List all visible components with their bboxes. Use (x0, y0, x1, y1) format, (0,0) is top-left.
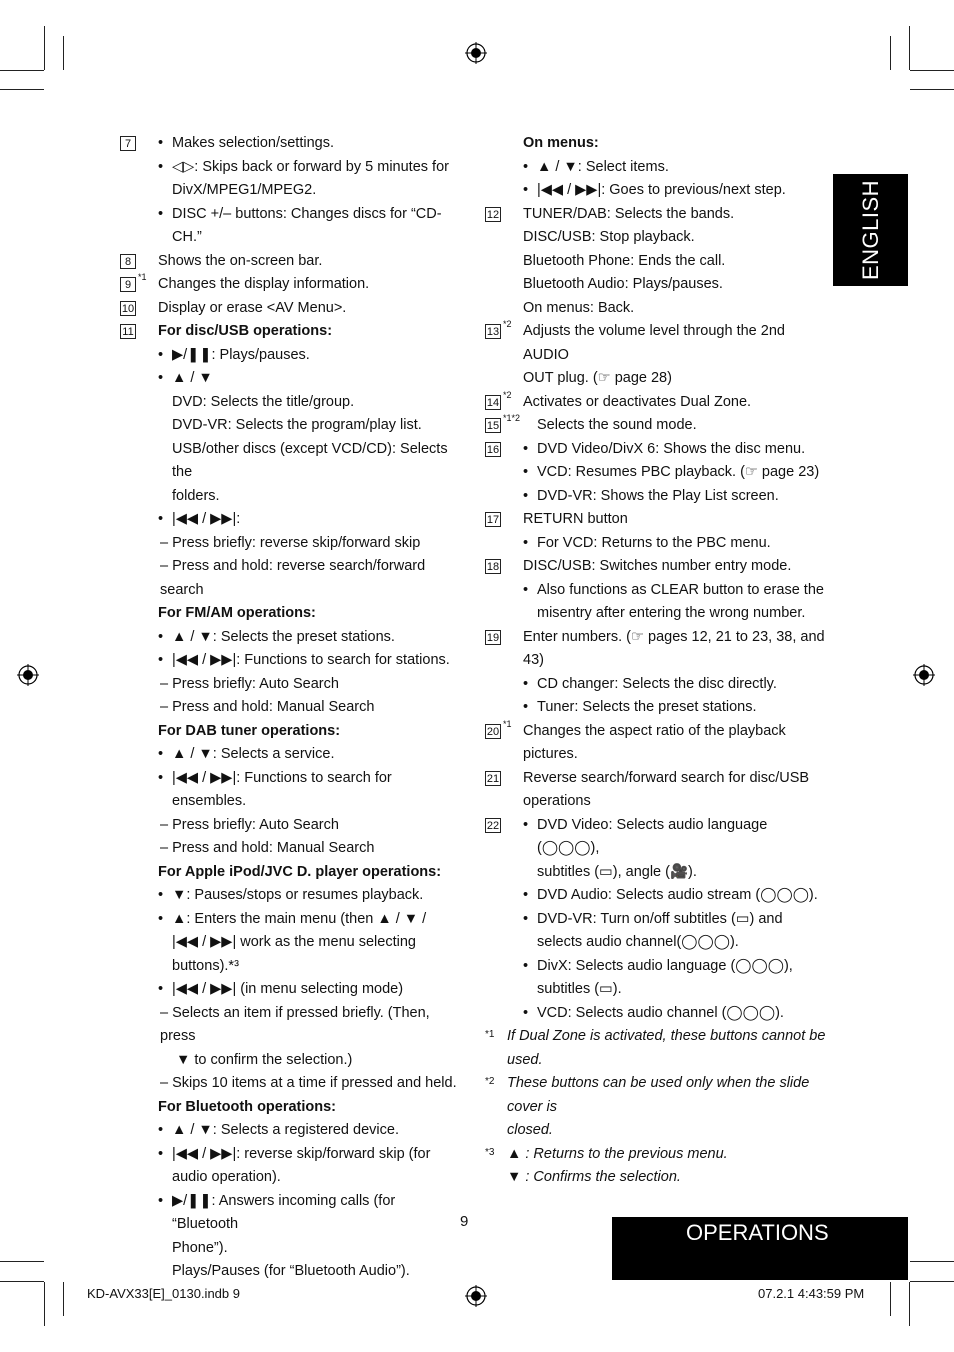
text-line (120, 626, 465, 650)
language-tab-label: ENGLISH (857, 179, 883, 281)
footnote-ref: *1 (138, 272, 147, 282)
line-text: • Makes selection/settings. (172, 132, 465, 156)
text-line (120, 673, 465, 697)
line-text: – Press and hold: reverse search/forward search (160, 558, 426, 598)
line-text: For DAB tuner operations: (158, 722, 341, 739)
text-line (120, 743, 465, 767)
text-line (485, 861, 830, 885)
text-line (485, 1002, 830, 1026)
text-line (485, 250, 830, 274)
line-text: ▼ : Confirms the selection. (507, 1169, 681, 1185)
line-text: • VCD: Resumes PBC playback. (☞ page 23) (537, 461, 830, 485)
item-number: 22 (486, 819, 500, 832)
crop-mark (910, 1261, 954, 1262)
text-line (120, 767, 465, 791)
line-text: closed. (507, 1122, 553, 1138)
line-text: selects audio channel(◯◯◯). (537, 934, 739, 950)
crop-mark (0, 89, 44, 90)
text-line (120, 555, 465, 602)
line-text: Bluetooth Phone: Ends the call. (523, 252, 726, 269)
text-line (485, 438, 830, 462)
line-text: folders. (172, 487, 220, 504)
text-line (120, 320, 465, 344)
footnote-ref: *2 (503, 389, 512, 400)
text-line (485, 790, 830, 814)
text-line (485, 273, 830, 297)
crop-mark (909, 1282, 910, 1326)
line-text: operations (523, 793, 591, 809)
line-text: • DVD-VR: Shows the Play List screen. (537, 485, 830, 509)
text-line (120, 1119, 465, 1143)
crop-mark (63, 36, 64, 70)
text-line (120, 814, 465, 838)
line-text: – Selects an item if pressed briefly. (Then, press (160, 1004, 430, 1044)
footer-stamp: 07.2.1 4:43:59 PM (758, 1286, 865, 1301)
text-line (120, 1260, 465, 1284)
text-line (120, 508, 465, 532)
line-text: • For VCD: Returns to the PBC menu. (537, 532, 830, 556)
line-text: Enter numbers. (☞ pages 12, 21 to 23, 38, and (523, 628, 825, 645)
text-line (120, 978, 465, 1002)
footnote-line (485, 1119, 830, 1143)
line-text: • DVD Audio: Selects audio stream (◯◯◯). (537, 884, 830, 908)
text-line (120, 908, 465, 932)
footnote-line (485, 1166, 830, 1190)
footnote-ref: *1 (503, 718, 512, 729)
text-line (120, 250, 465, 274)
crop-mark (0, 1281, 44, 1282)
line-text: – Skips 10 items at a time if pressed and held. (160, 1075, 457, 1091)
text-line (120, 1002, 465, 1049)
line-text: • ▲ / ▼: Select items. (537, 156, 830, 180)
registration-mark-icon (465, 42, 487, 64)
language-tab (833, 174, 908, 286)
item-number: 15 (486, 420, 500, 432)
item-number: 8 (120, 254, 136, 269)
line-text: • DISC +/– buttons: Changes discs for “CD-CH.” (172, 203, 465, 250)
text-line (485, 555, 830, 579)
item-number: 19 (486, 631, 500, 644)
text-line (120, 649, 465, 673)
text-line (485, 908, 830, 932)
line-text: Activates or deactivates Dual Zone. (523, 393, 752, 410)
text-line (485, 626, 830, 650)
line-text: • ▲ / ▼ (172, 367, 465, 391)
line-text: DISC/USB: Stop playback. (523, 229, 695, 245)
line-text: ensembles. (172, 793, 247, 809)
line-text: Display or erase <AV Menu>. (158, 299, 347, 316)
line-text: – Press and hold: Manual Search (160, 840, 375, 856)
text-line (120, 391, 465, 415)
item-number: 20 (486, 725, 500, 738)
line-text: On menus: Back. (523, 299, 635, 316)
line-text: Selects the sound mode. (537, 417, 697, 433)
text-line (120, 861, 465, 885)
crop-mark (44, 1282, 45, 1326)
line-text: • DivX: Selects audio language (◯◯◯), (537, 955, 830, 979)
footnote-marker: *2 (485, 1076, 495, 1087)
text-line (120, 884, 465, 908)
text-line (485, 579, 830, 603)
text-line (120, 1166, 465, 1190)
text-line (485, 931, 830, 955)
text-line (120, 179, 465, 203)
section-tab (612, 1217, 908, 1280)
text-line (485, 508, 830, 532)
right-column (485, 132, 830, 1190)
line-text: • Also functions as CLEAR button to erase the (537, 579, 830, 603)
text-line (120, 1143, 465, 1167)
line-text: • |◀◀ / ▶▶|: Goes to previous/next step. (537, 179, 830, 203)
text-line (485, 649, 830, 673)
line-text: On menus: (523, 135, 599, 151)
line-text: subtitles (▭), angle (🎥). (537, 863, 697, 880)
line-text: buttons).*³ (172, 957, 239, 974)
line-text: These buttons can be used only when the slide cover is (507, 1075, 810, 1115)
line-text: |◀◀ / ▶▶| work as the menu selecting (172, 934, 416, 950)
item-number: 21 (486, 772, 500, 785)
text-line (485, 320, 830, 367)
line-text: Shows the on-screen bar. (158, 252, 323, 269)
text-line (120, 132, 465, 156)
footer-file: KD-AVX33[E]_0130.indb 9 (87, 1286, 240, 1301)
text-line (120, 1237, 465, 1261)
text-line (120, 931, 465, 955)
line-text: • |◀◀ / ▶▶|: Functions to search for stations. (172, 649, 465, 673)
text-line (120, 696, 465, 720)
crop-mark (0, 1261, 44, 1262)
line-text: • DVD Video/DivX 6: Shows the disc menu. (537, 438, 830, 462)
footnote-ref: *1*2 (503, 413, 521, 423)
text-line (485, 297, 830, 321)
crop-mark (909, 26, 910, 70)
line-text: Phone”). (172, 1239, 228, 1256)
text-line (120, 273, 465, 297)
text-line (485, 767, 830, 791)
text-line (485, 602, 830, 626)
line-text: Changes the display information. (158, 276, 370, 292)
item-number: 18 (486, 561, 500, 573)
line-text: DivX/MPEG1/MPEG2. (172, 182, 317, 198)
registration-mark-icon (465, 1285, 487, 1307)
line-text: DISC/USB: Switches number entry mode. (523, 558, 792, 574)
line-text: Reverse search/forward search for disc/USB (523, 769, 810, 786)
text-line (120, 485, 465, 509)
line-text: – Press briefly: reverse skip/forward skip (160, 534, 421, 551)
item-number: 13 (486, 326, 500, 338)
line-text: used. (507, 1051, 543, 1068)
line-text: OUT plug. (☞ page 28) (523, 370, 672, 386)
line-text: For disc/USB operations: (158, 323, 333, 339)
line-text: • |◀◀ / ▶▶|: Functions to search for (172, 767, 465, 791)
line-text: Adjusts the volume level through the 2nd AUDIO (523, 323, 785, 363)
text-line (120, 438, 465, 485)
crop-mark (0, 70, 44, 71)
line-text: USB/other discs (except VCD/CD): Selects the (172, 440, 448, 480)
line-text: • |◀◀ / ▶▶|: reverse skip/forward skip (for (172, 1143, 465, 1167)
text-line (485, 461, 830, 485)
line-text: • ▼: Pauses/stops or resumes playback. (172, 884, 465, 908)
item-number: 10 (121, 302, 135, 315)
line-text: • DVD-VR: Turn on/off subtitles (▭) and (537, 908, 830, 932)
text-line (120, 720, 465, 744)
line-text: • ▲: Enters the main menu (then ▲ / ▼ / (172, 908, 465, 932)
text-line (485, 132, 830, 156)
footnote-marker: *3 (485, 1146, 495, 1158)
line-text: DVD-VR: Selects the program/play list. (172, 417, 422, 433)
text-line (485, 696, 830, 720)
line-text: Plays/Pauses (for “Bluetooth Audio”). (172, 1263, 410, 1279)
text-line (485, 814, 830, 861)
registration-mark-icon (17, 664, 39, 686)
line-text: • ▲ / ▼: Selects the preset stations. (172, 626, 465, 650)
footnote-line (485, 1072, 830, 1119)
line-text: • Tuner: Selects the preset stations. (537, 696, 830, 720)
item-number: 12 (486, 208, 500, 221)
text-line (120, 790, 465, 814)
crop-mark (910, 70, 954, 71)
text-line (485, 720, 830, 767)
left-column (120, 132, 465, 1284)
text-line (485, 673, 830, 697)
line-text: subtitles (▭). (537, 981, 622, 997)
crop-mark (910, 1281, 954, 1282)
line-text: For FM/AM operations: (158, 605, 316, 621)
footnote-ref: *2 (503, 319, 512, 329)
footnote-line (485, 1025, 830, 1049)
text-line (120, 602, 465, 626)
text-line (485, 203, 830, 227)
crop-mark (890, 36, 891, 70)
item-number: 14 (486, 396, 500, 409)
text-line (485, 367, 830, 391)
item-number: 16 (486, 443, 500, 456)
footnote-marker: *1 (485, 1029, 495, 1040)
line-text: • DVD Video: Selects audio language (◯◯◯), (537, 814, 830, 861)
text-line (485, 414, 830, 438)
text-line (120, 1049, 465, 1073)
text-line (485, 226, 830, 250)
item-number: 7 (120, 136, 136, 151)
text-line (485, 179, 830, 203)
registration-mark-icon (913, 664, 935, 686)
item-number: 9 (120, 277, 136, 292)
footnote-line (485, 1143, 830, 1167)
text-line (120, 414, 465, 438)
text-line (485, 532, 830, 556)
line-text: 43) (523, 652, 544, 668)
line-text: TUNER/DAB: Selects the bands. (523, 205, 735, 222)
line-text: DVD: Selects the title/group. (172, 393, 355, 410)
footnote-line (485, 1049, 830, 1073)
line-text: • |◀◀ / ▶▶| (in menu selecting mode) (172, 978, 465, 1002)
line-text: – Press briefly: Auto Search (160, 675, 339, 692)
text-line (120, 532, 465, 556)
line-text: • ▲ / ▼: Selects a service. (172, 743, 465, 767)
crop-mark (910, 89, 954, 90)
text-line (485, 156, 830, 180)
line-text: – Press and hold: Manual Search (160, 699, 375, 715)
text-line (485, 391, 830, 415)
item-number: 17 (486, 514, 500, 526)
section-tab-label: OPERATIONS (686, 1220, 829, 1245)
line-text: audio operation). (172, 1169, 281, 1185)
line-text: Bluetooth Audio: Plays/pauses. (523, 276, 723, 292)
text-line (120, 955, 465, 979)
line-text: ▲ : Returns to the previous menu. (507, 1145, 728, 1162)
text-line (120, 297, 465, 321)
line-text: Changes the aspect ratio of the playback pictures. (523, 722, 786, 762)
line-text: • CD changer: Selects the disc directly. (537, 673, 830, 697)
text-line (120, 367, 465, 391)
text-line (485, 485, 830, 509)
crop-mark (63, 1282, 64, 1316)
line-text: • ◁▷: Skips back or forward by 5 minutes for (172, 156, 465, 180)
text-line (120, 203, 465, 250)
crop-mark (890, 1282, 891, 1316)
item-number: 11 (120, 324, 136, 339)
line-text: • ▶/❚❚: Answers incoming calls (for “Bluetooth (172, 1190, 465, 1237)
line-text: • VCD: Selects audio channel (◯◯◯). (537, 1002, 830, 1026)
text-line (120, 1096, 465, 1120)
text-line (485, 884, 830, 908)
line-text: For Bluetooth operations: (158, 1098, 337, 1115)
crop-mark (44, 26, 45, 70)
line-text: ▼ to confirm the selection.) (176, 1051, 353, 1068)
page-number: 9 (460, 1213, 469, 1230)
line-text: • ▶/❚❚: Plays/pauses. (172, 344, 465, 368)
text-line (485, 955, 830, 979)
text-line (120, 1190, 465, 1237)
text-line (120, 156, 465, 180)
line-text: misentry after entering the wrong number. (537, 605, 806, 621)
text-line (120, 837, 465, 861)
text-line (120, 344, 465, 368)
line-text: • ▲ / ▼: Selects a registered device. (172, 1119, 465, 1143)
text-line (120, 1072, 465, 1096)
line-text: – Press briefly: Auto Search (160, 816, 339, 833)
line-text: For Apple iPod/JVC D. player operations: (158, 863, 442, 880)
text-line (485, 978, 830, 1002)
line-text: • |◀◀ / ▶▶|: (172, 508, 465, 532)
line-text: If Dual Zone is activated, these buttons cannot be (507, 1028, 826, 1044)
line-text: RETURN button (523, 511, 628, 527)
